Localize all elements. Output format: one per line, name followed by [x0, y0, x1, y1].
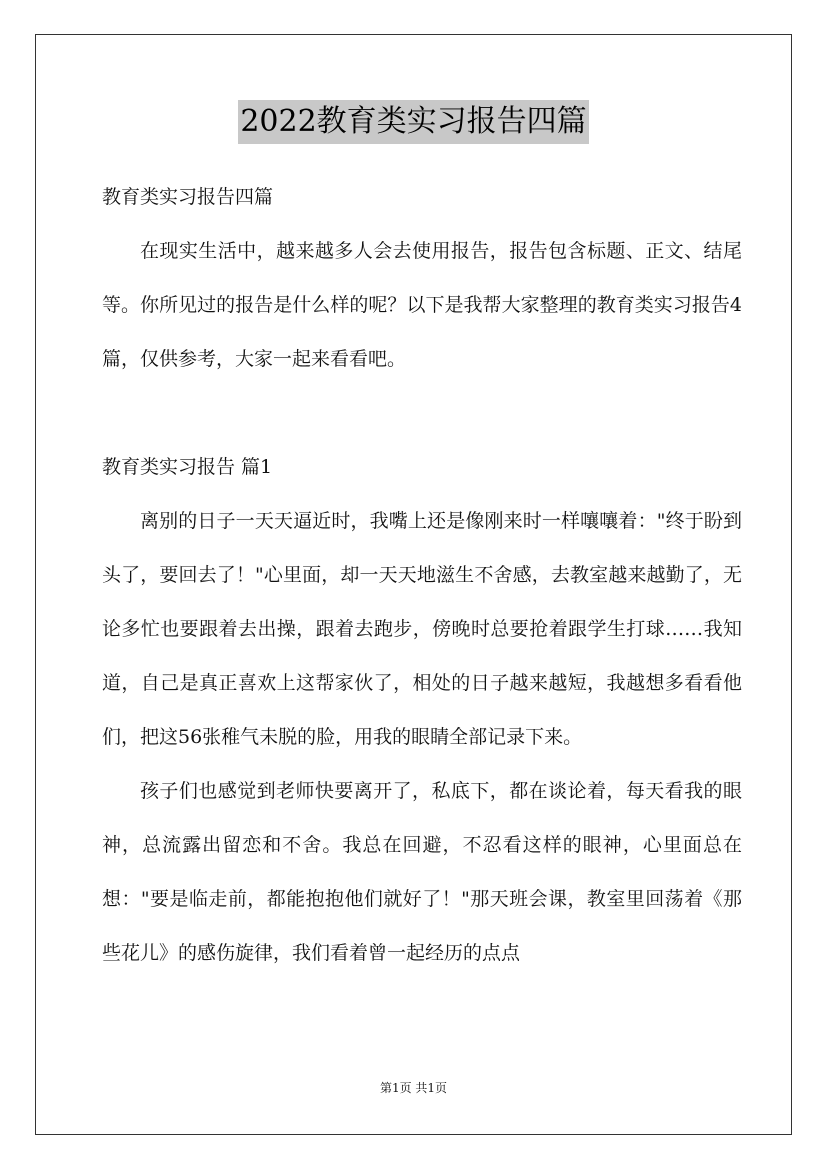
body-paragraph-2: 孩子们也感觉到老师快要离开了，私底下，都在谈论着，每天看我的眼神，总流露出留恋和不舍。我总在回避，不忍看这样的眼神，心里面总在想："要是临走前，都能抱抱他们就好了！"那天班会课，教室里回荡着《那些花儿》的感伤旋律，我们看着曾一起经历的点点	[102, 780, 742, 964]
document-title: 2022教育类实习报告四篇	[238, 100, 588, 144]
blank-line	[102, 386, 742, 440]
body-paragraph-1: 离别的日子一天天逼近时，我嘴上还是像刚来时一样嚷嚷着："终于盼到头了，要回去了！"心里面，却一天天地滋生不舍感，去教室越来越勤了，无论多忙也要跟着去出操，跟着去跑步，傍晚时总要抢着跟学生打球……我知道，自己是真正喜欢上这帮家伙了，相处的日子越来越短，我越想多看看他们，把这56张稚气未脱的脸，用我的眼睛全部记录下来。	[102, 510, 742, 748]
page-footer	[0, 1080, 827, 1096]
page-number-label: 第1页 共1页	[379, 1081, 448, 1095]
article-heading: 教育类实习报告 篇1	[102, 456, 273, 478]
title-container	[0, 100, 827, 144]
intro-paragraph: 在现实生活中，越来越多人会去使用报告，报告包含标题、正文、结尾等。你所见过的报告是什么样的呢？以下是我帮大家整理的教育类实习报告4篇，仅供参考，大家一起来看看吧。	[102, 240, 742, 370]
section-heading: 教育类实习报告四篇	[102, 186, 274, 208]
document-body	[102, 170, 742, 980]
